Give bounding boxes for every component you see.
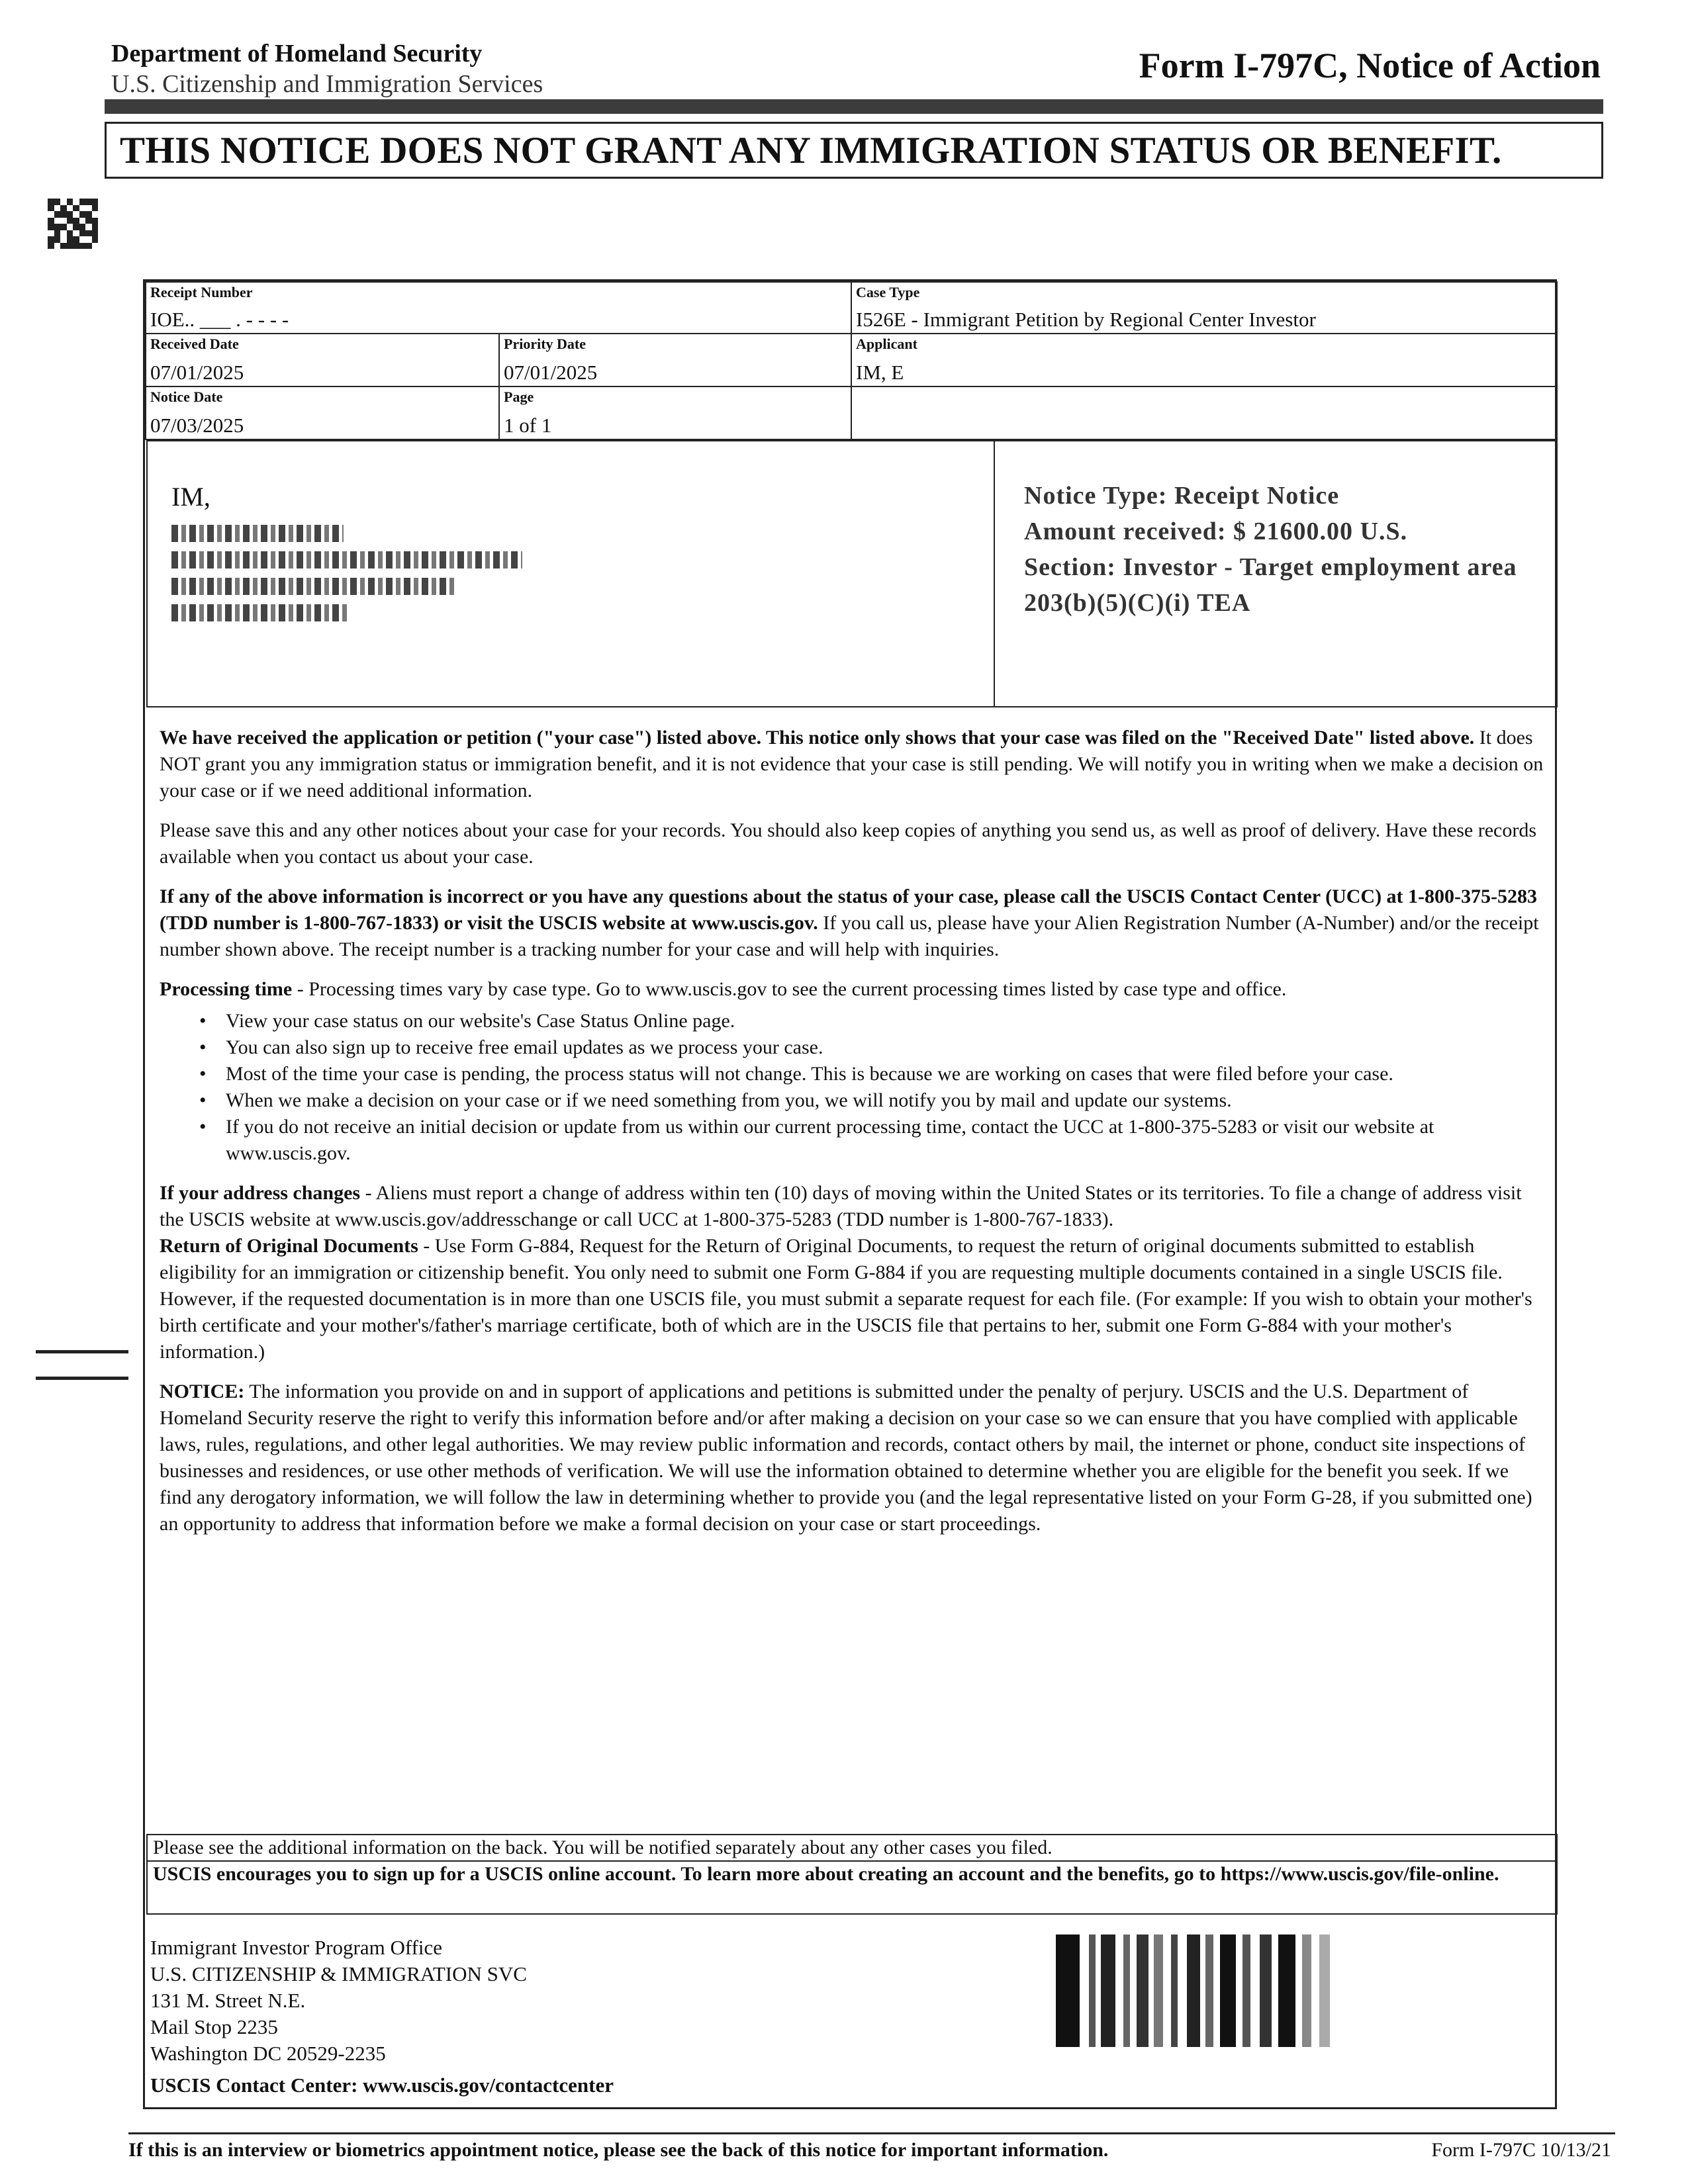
perjury-notice-text: The information you provide on and in support of applications and petitions is submitted under the penalty of perjury. USCIS and the U.S. Department of Homeland Security reserve the right to verify this information before and/or after making a decision on your case so we can ensure that you have complied with applicable laws, rules, regulations, and other legal authorities. We may review public information and records, contact others by mail, the internet or phone, conduct site inspections of businesses and residences, or use other methods of verification. We will use the information obtained to determine whether you are eligible for the benefit you seek. If we find any derogatory information, we will follow the law in determining whether to provide you (and the legal representative listed on your Form G-28, if you submitted one) an opportunity to address that information before we make a formal decision on your case or start proceedings.	[160, 1381, 1532, 1535]
case-type-value: I526E - Immigrant Petition by Regional Center Investor	[856, 308, 1316, 331]
office-street: 131 M. Street N.E.	[150, 1989, 306, 2012]
header-rule	[105, 99, 1603, 114]
receipt-number-value: IOE.. ___ . - - - -	[150, 308, 289, 331]
footer-note: If this is an interview or biometrics appointment notice, please see the back of this notice for important information.	[128, 2139, 1109, 2161]
receipt-number-label: Receipt Number	[150, 284, 253, 300]
additional-info-text: Please see the additional information on the back. You will be notified separately about any other cases you filed.	[153, 1837, 1053, 1858]
address-change-paragraph	[160, 1180, 1544, 1233]
qr-code	[48, 199, 98, 249]
case-type-cell	[851, 281, 1558, 334]
received-paragraph-text: It does NOT grant you any immigration status or immigration benefit, and it is not evidence that your case is still pending. We will notify you in writing when we make a decision on your case or if we need additional information.	[160, 727, 1544, 801]
return-documents-heading: Return of Original Documents	[160, 1235, 418, 1257]
form-title: Form I-797C, Notice of Action	[1139, 46, 1601, 85]
received-paragraph-bold: We have received the application or petition ("your case") listed above. This notice only shows that your case was filed on the "Received Date" listed above.	[160, 727, 1475, 749]
redacted-address-line	[171, 578, 456, 595]
contact-center: USCIS Contact Center: www.uscis.gov/contactcenter	[150, 2073, 614, 2097]
applicant-label: Applicant	[856, 336, 917, 352]
applicant-cell	[851, 333, 1558, 387]
page-cell	[498, 386, 852, 440]
received-date-label: Received Date	[150, 336, 239, 352]
address-change-text: - Aliens must report a change of address within ten (10) days of moving within the United States or its territories. To file a change of address visit the USCIS website at www.uscis.gov/addresschange or call UCC at 1-800-375-5283 (TDD number is 1-800-767-1833).	[160, 1182, 1522, 1230]
office-agency: U.S. CITIZENSHIP & IMMIGRATION SVC	[150, 1962, 527, 1985]
page-value: 1 of 1	[504, 414, 552, 437]
banner-text: THIS NOTICE DOES NOT GRANT ANY IMMIGRATION STATUS OR BENEFIT.	[120, 129, 1502, 171]
contact-paragraph	[160, 884, 1544, 963]
barcode	[1056, 1934, 1348, 2047]
received-date-cell	[145, 333, 500, 387]
processing-bullets	[199, 1008, 1544, 1167]
received-paragraph	[160, 725, 1544, 804]
perjury-notice-paragraph	[160, 1379, 1544, 1537]
notice-type-line: Notice Type: Receipt Notice	[1024, 482, 1340, 510]
priority-date-cell	[498, 333, 852, 387]
contact-paragraph-bold: If any of the above information is incorrect or you have any questions about the status of your case, please call the USCIS Contact Center (UCC) at 1-800-375-5283 (TDD number is 1-800-767-1833) or visit the USCIS website at www.uscis.gov.	[160, 886, 1538, 934]
notice-type-box	[994, 440, 1558, 707]
department-name: Department of Homeland Security	[111, 40, 483, 68]
notice-body	[160, 725, 1544, 1551]
return-documents-paragraph	[160, 1233, 1544, 1365]
bullet-item: • You can also sign up to receive free email updates as we process your case.	[199, 1034, 1544, 1061]
online-account-strip	[146, 1860, 1558, 1915]
section-line: Section: Investor - Target employment area	[1024, 553, 1517, 581]
bullet-item: • If you do not receive an initial decision or update from us within our current processing time, contact the UCC at 1-800-375-5283 or visit our website at www.uscis.gov.	[199, 1114, 1544, 1167]
contact-paragraph-text: If you call us, please have your Alien Registration Number (A-Number) and/or the receipt number shown above. The receipt number is a tracking number for your case and will help with inquiries.	[160, 912, 1539, 960]
processing-time-text: - Processing times vary by case type. Go to www.uscis.gov to see the current processing times listed by case type and office.	[292, 978, 1287, 1000]
office-mail-stop: Mail Stop 2235	[150, 2015, 278, 2038]
notice-form	[143, 279, 1557, 2109]
address-change-heading: If your address changes	[160, 1182, 361, 1204]
margin-mark	[36, 1350, 128, 1353]
margin-mark	[36, 1377, 128, 1380]
priority-date-label: Priority Date	[504, 336, 586, 352]
priority-date-value: 07/01/2025	[504, 361, 598, 384]
notice-date-value: 07/03/2025	[150, 414, 244, 437]
office-address	[150, 1934, 614, 2099]
bullet-item: • Most of the time your case is pending, the process status will not change. This is because we are working on cases that were filed before your case.	[199, 1061, 1544, 1087]
applicant-value: IM, E	[856, 361, 904, 384]
received-date-value: 07/01/2025	[150, 361, 244, 384]
bullet-item: • When we make a decision on your case or if we need something from you, we will notify you by mail and update our systems.	[199, 1087, 1544, 1114]
perjury-notice-heading: NOTICE:	[160, 1381, 245, 1402]
bullet-item: • View your case status on our website's Case Status Online page.	[199, 1008, 1544, 1034]
receipt-number-cell	[145, 281, 852, 334]
recipient-name: IM,	[171, 482, 211, 512]
return-documents-text: - Use Form G-884, Request for the Return of Original Documents, to request the return of original documents submitted to establish eligibility for an immigration or citizenship benefit. You only need to submit one Form G-884 if you are requesting multiple documents contained in a single USCIS file. However, if the requested documentation is in more than one USCIS file, you must submit a separate request for each file. (For example: If you wish to obtain your mother's birth certificate and your mother's/father's marriage certificate, both of which are in the USCIS file that pertains to her, submit one Form G-884 with your mother's information.)	[160, 1235, 1532, 1363]
mailing-address-box	[146, 440, 995, 707]
page-label: Page	[504, 388, 534, 405]
status-banner	[105, 122, 1603, 179]
redacted-address-line	[171, 604, 350, 621]
empty-cell	[851, 386, 1558, 440]
case-type-label: Case Type	[856, 284, 920, 300]
office-city: Washington DC 20529-2235	[150, 2042, 386, 2065]
online-account-text: USCIS encourages you to sign up for a USCIS online account. To learn more about creating an account and the benefits, go to https://www.uscis.gov/file-online.	[153, 1863, 1499, 1885]
additional-info-strip	[146, 1834, 1558, 1862]
notice-date-cell	[145, 386, 500, 440]
processing-time-paragraph	[160, 976, 1544, 1003]
agency-header	[111, 38, 543, 99]
office-name: Immigrant Investor Program Office	[150, 1936, 443, 1959]
amount-received-line: Amount received: $ 21600.00 U.S.	[1024, 518, 1408, 545]
footer-rule	[128, 2132, 1615, 2134]
form-edition: Form I-797C 10/13/21	[1431, 2139, 1611, 2161]
notice-date-label: Notice Date	[150, 388, 223, 405]
save-records-paragraph: Please save this and any other notices about your case for your records. You should also keep copies of anything you send us, as well as proof of delivery. Have these records available when you contact us about your case.	[160, 819, 1537, 868]
section-code-line: 203(b)(5)(C)(i) TEA	[1024, 589, 1251, 617]
redacted-address-line	[171, 551, 522, 569]
redacted-address-line	[171, 525, 344, 542]
processing-time-heading: Processing time	[160, 978, 293, 1000]
agency-name: U.S. Citizenship and Immigration Services	[111, 70, 543, 98]
